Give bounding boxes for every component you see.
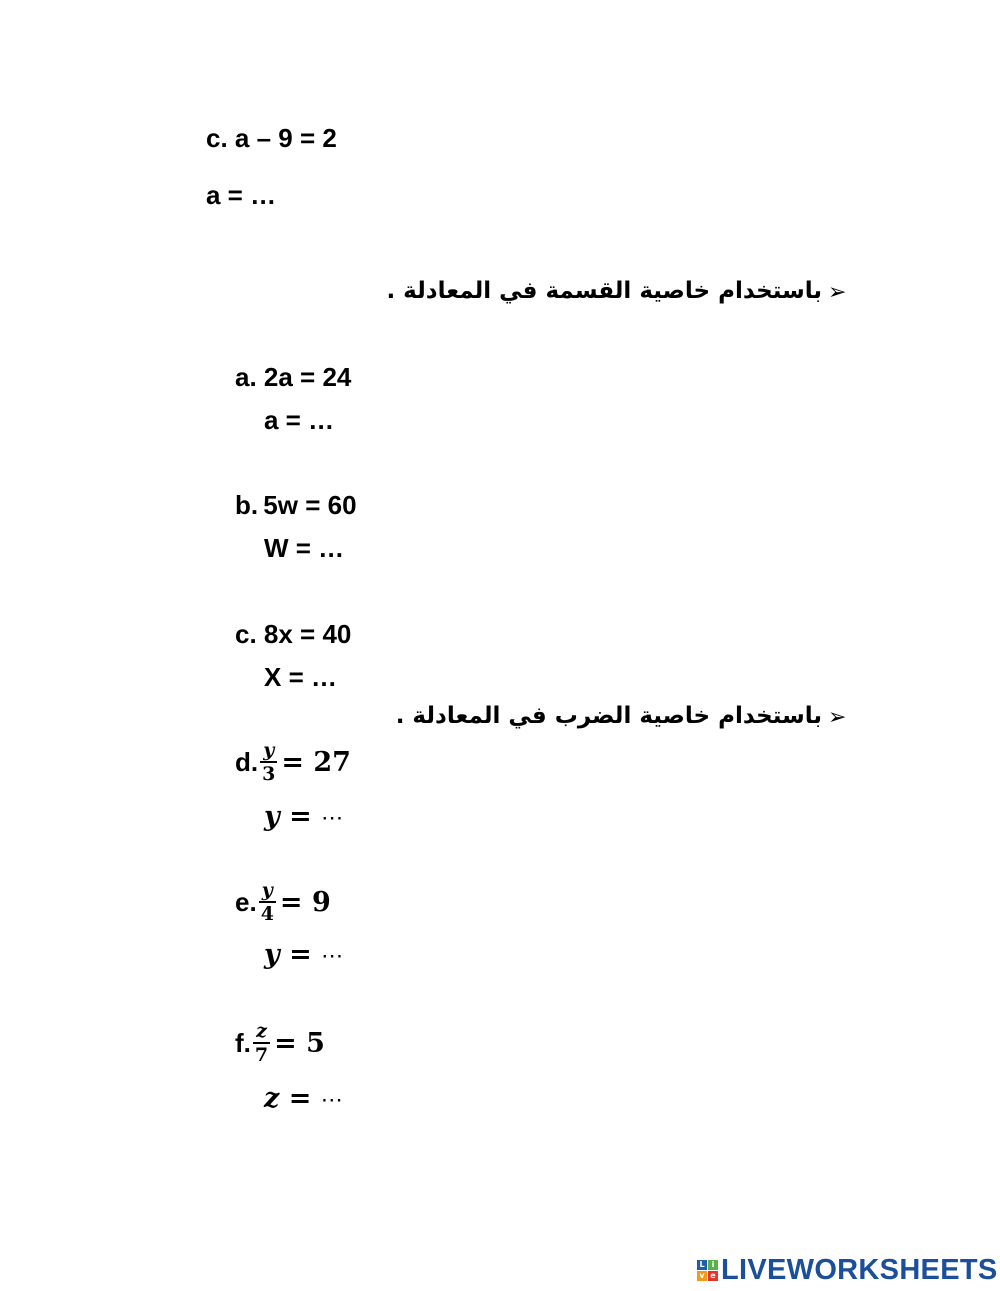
answer-a[interactable]: a = … xyxy=(264,405,335,435)
equation-f-label: f. xyxy=(235,1027,251,1058)
fraction-d-numerator: y xyxy=(263,739,275,761)
equation-a: a. 2a = 24 xyxy=(235,362,352,392)
logo-text: LIVEWORKSHEETS xyxy=(721,1254,998,1286)
answer-d-var: y xyxy=(264,801,280,832)
equation-d-rhs: = 27 xyxy=(281,746,351,778)
equation-e xyxy=(235,880,331,924)
fraction-d xyxy=(260,740,277,784)
equation-d xyxy=(235,740,351,784)
fraction-f-denominator: 7 xyxy=(254,1044,269,1066)
liveworksheets-logo[interactable] xyxy=(697,1254,998,1287)
equation-e-label: e. xyxy=(235,886,257,917)
answer-c-top[interactable]: a = … xyxy=(206,180,277,210)
equation-f-rhs: = 5 xyxy=(274,1027,325,1059)
arrow-bullet-icon: ➢ xyxy=(828,705,847,730)
equation-e-rhs: = 9 xyxy=(279,886,331,918)
answer-e-var: y xyxy=(264,939,280,970)
fraction-f-numerator: z xyxy=(256,1020,267,1042)
fraction-e-numerator: y xyxy=(261,879,273,901)
fraction-d-denominator: 3 xyxy=(262,763,276,785)
equation-c: c. 8x = 40 xyxy=(235,619,352,649)
division-heading: باستخدام خاصية القسمة في المعادلة . xyxy=(386,278,822,304)
answer-d-dots: ⋯ xyxy=(321,806,344,831)
fraction-e-denominator: 4 xyxy=(260,903,274,925)
multiplication-heading: باستخدام خاصية الضرب في المعادلة . xyxy=(395,703,822,729)
answer-c[interactable]: X = … xyxy=(264,662,337,692)
equation-c-top: c. a – 9 = 2 xyxy=(206,123,337,153)
answer-e[interactable] xyxy=(264,940,343,972)
arrow-bullet-icon: ➢ xyxy=(828,280,847,305)
fraction-e xyxy=(259,880,276,924)
logo-letter: L xyxy=(697,1260,707,1270)
logo-letter: i xyxy=(708,1260,718,1270)
answer-f-eq: = xyxy=(279,1083,321,1114)
equation-b: b. 5w = 60 xyxy=(235,490,357,520)
answer-e-dots: ⋯ xyxy=(321,944,344,969)
answer-f[interactable] xyxy=(264,1084,343,1116)
equation-d-label: d. xyxy=(235,746,259,777)
logo-letter: v xyxy=(697,1271,707,1281)
equation-f xyxy=(235,1021,325,1065)
answer-b[interactable]: W = … xyxy=(264,533,345,563)
fraction-f xyxy=(253,1021,270,1065)
answer-e-eq: = xyxy=(279,939,322,970)
answer-f-var: z xyxy=(264,1083,280,1114)
answer-d-eq: = xyxy=(279,801,322,832)
answer-f-dots: ⋯ xyxy=(320,1088,343,1113)
answer-d[interactable] xyxy=(264,802,343,834)
logo-mark-icon xyxy=(697,1260,718,1281)
logo-letter: e xyxy=(708,1271,718,1281)
